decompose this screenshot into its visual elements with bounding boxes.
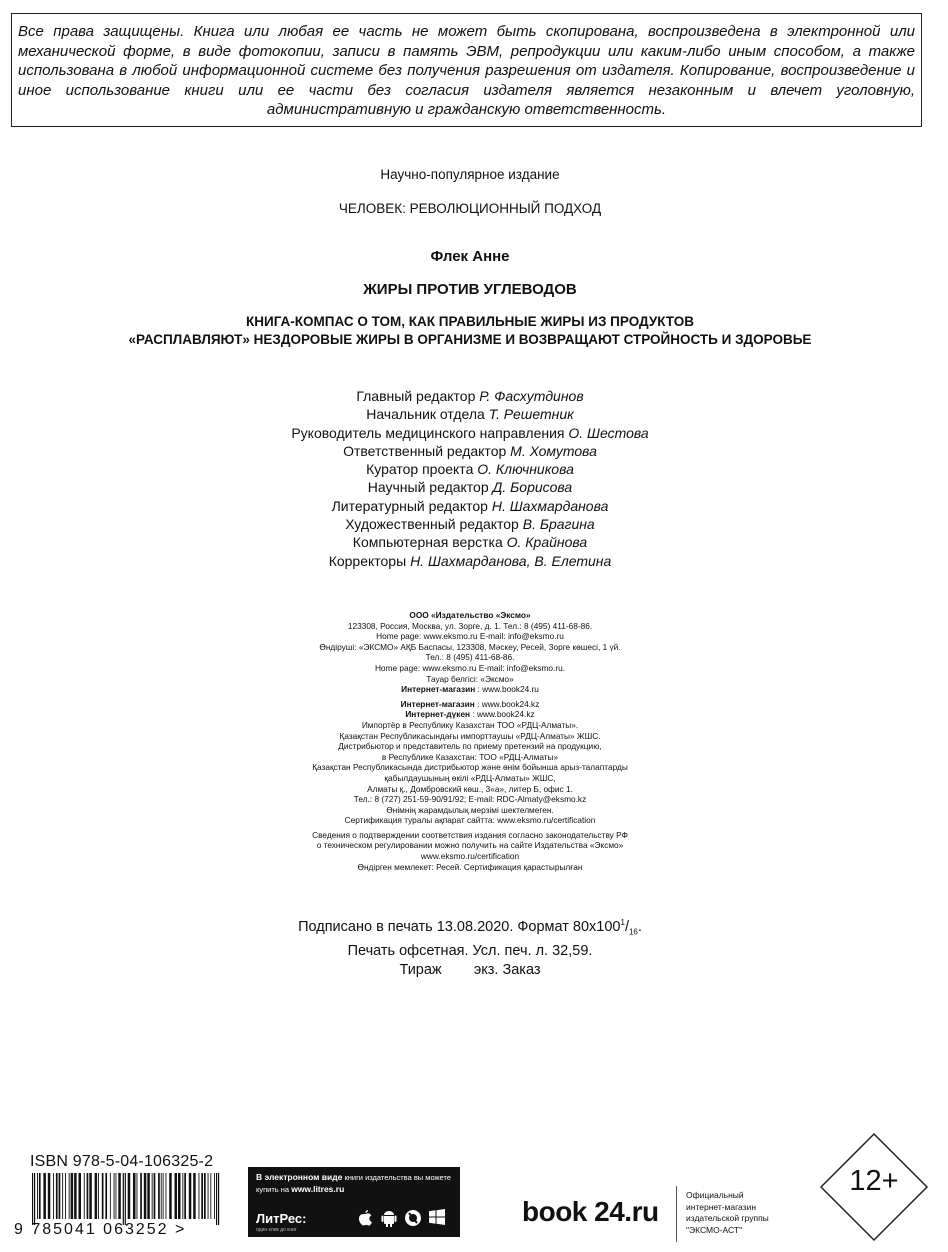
- kz-line: Өнімнің жарамдылық мерзімі шектелмеген.: [386, 804, 554, 815]
- kz-line: Дистрибьютор и представитель по приему претензий на продукцию,: [338, 741, 602, 752]
- printing-info: [0, 914, 940, 980]
- series-title: ЧЕЛОВЕК: РЕВОЛЮЦИОННЫЙ ПОДХОД: [338, 201, 602, 216]
- subtitle-line: «РАСПЛАВЛЯЮТ» НЕЗДОРОВЫЕ ЖИРЫ В ОРГАНИЗМЕ И ВОЗВРАЩАЮТ СТРОЙНОСТЬ И ЗДОРОВЬЕ: [128, 332, 812, 347]
- kz-line: в Республике Казахстан: ТОО «РДЦ-Алматы»: [381, 751, 559, 762]
- shop-kz-label: Интернет-магазин: [400, 698, 475, 709]
- cert-line: Сведения о подтверждении соответствия издания согласно законодательству РФ: [312, 829, 628, 840]
- credit-role: Руководитель медицинского направления: [291, 424, 565, 441]
- cert-line: www.eksmo.ru/certification: [420, 851, 520, 862]
- format-numerator: 1: [620, 918, 625, 927]
- litres-bold: В электронном виде: [256, 1172, 343, 1182]
- book24-desc-line: "ЭКСМО-АСТ": [686, 1224, 743, 1235]
- litres-line-1: [256, 1172, 452, 1184]
- isbn: ISBN 978-5-04-106325-2: [30, 1153, 214, 1170]
- credit-role: Художественный редактор: [345, 516, 519, 533]
- shop-kz-url: : www.book24.kz: [474, 698, 540, 709]
- printing-line-2: Печать офсетная. Усл. печ. л. 32,59.: [347, 943, 593, 960]
- credit-line: [0, 460, 940, 478]
- book24-description: [686, 1190, 769, 1236]
- credit-line: [0, 478, 940, 496]
- credit-line: [0, 387, 940, 405]
- credit-role: Компьютерная верстка: [352, 534, 503, 551]
- barcode-digits: 9 785041 063252 >: [14, 1221, 187, 1238]
- printing-format: Подписано в печать 13.08.2020. Формат 80x100: [298, 918, 621, 935]
- credit-role: Главный редактор: [356, 388, 476, 404]
- credit-name: Д. Борисова: [492, 479, 573, 496]
- publisher-kz-web: Home page: www.eksmo.ru E-mail: info@eksmo.ru.: [374, 662, 566, 673]
- credit-line: [0, 533, 940, 551]
- kz-line: Қазақстан Республикасында дистрибьютор және өнім бойынша арыз-талаптарды: [312, 762, 628, 773]
- credit-line: [0, 442, 940, 460]
- credit-name: В. Брагина: [522, 516, 595, 533]
- credit-role: Начальник отдела: [366, 406, 485, 423]
- kz-line: қабылдаушының өкілі «РДЦ-Алматы» ЖШС,: [384, 772, 556, 783]
- book24-desc-line: интернет-магазин: [686, 1201, 757, 1212]
- kz-line: Сертификация туралы ақпарат сайтта: www.eksmo.ru/certification: [344, 815, 596, 826]
- credit-role: Литературный редактор: [331, 497, 488, 514]
- publisher-address: 123308, Россия, Москва, ул. Зорге, д. 1. Тел.: 8 (495) 411-68-86.: [347, 620, 593, 631]
- kz-line: Тел.: 8 (727) 251-59-90/91/92; E-mail: RDC-Almaty@eksmo.kz: [353, 794, 587, 805]
- subtitle-line: КНИГА-КОМПАС О ТОМ, КАК ПРАВИЛЬНЫЕ ЖИРЫ ИЗ ПРОДУКТОВ: [246, 314, 694, 329]
- android-icon: [380, 1209, 398, 1227]
- age-rating-label: 12+: [849, 1165, 899, 1197]
- litres-tagline: один клик до книг: [256, 1227, 297, 1233]
- credit-line: [0, 424, 940, 442]
- credit-role: Корректоры: [328, 552, 407, 569]
- author: Флек Анне: [430, 248, 510, 265]
- credit-line: [0, 552, 940, 570]
- book24-desc-line: Официальный: [686, 1190, 744, 1200]
- divider: [676, 1186, 677, 1242]
- book-subtitle: [0, 313, 940, 349]
- litres-url: www.litres.ru: [291, 1183, 345, 1194]
- printing-line-3: Тираж экз. Заказ: [399, 961, 541, 978]
- apple-icon: [356, 1209, 374, 1227]
- litres-line-2: [256, 1184, 452, 1196]
- copyright-notice: Все права защищены. Книга или любая ее часть не может быть скопирована, воспроизведена в электронной или механической форме, в виде фотокопии, записи в память ЭВМ, репродукции или каким-либо иным способом, а также использована в любой информационной системе без получения разрешения от издателя. Копирование, воспроизведение и иное использование книги или ее части без согласия издателя является незаконным и влечет уголовную, административную и гражданскую ответственность.: [11, 13, 922, 127]
- age-rating-badge: [819, 1132, 929, 1242]
- litres-text: книги издательства вы можете: [342, 1173, 451, 1182]
- credits-list: [0, 387, 940, 570]
- publisher-kz-phone: Тел.: 8 (495) 411-68-86.: [425, 652, 515, 663]
- credit-role: Научный редактор: [367, 479, 489, 496]
- credit-name: Н. Шахмарданова: [491, 497, 609, 514]
- credit-line: [0, 515, 940, 533]
- kz-line: Алматы қ., Домбровский көш., 3«а», литер Б, офис 1.: [367, 783, 573, 794]
- format-denominator: 16: [628, 927, 638, 937]
- genre: Научно-популярное издание: [380, 167, 560, 182]
- credit-name: О. Ключникова: [477, 461, 574, 478]
- kz-line: Импортёр в Республику Казахстан ТОО «РДЦ-Алматы».: [361, 719, 579, 730]
- publisher-web: Home page: www.eksmo.ru E-mail: info@eksmo.ru: [376, 631, 564, 642]
- windows-icon: [428, 1209, 446, 1227]
- litres-banner: [248, 1167, 460, 1237]
- credit-name: Р. Фасхутдинов: [479, 388, 584, 404]
- platform-icons: [356, 1209, 446, 1227]
- book24-desc-line: издательской группы: [686, 1213, 769, 1223]
- printing-line-1: Подписано в печать 13.08.2020. Формат $80x100^1/_{16}$.: [298, 918, 642, 937]
- shop-kz2-label: Интернет-дүкен: [405, 709, 471, 720]
- credit-name: Т. Решетник: [488, 406, 574, 423]
- publisher-name: ООО «Издательство «Эксмо»: [409, 610, 531, 620]
- book24-logo: book 24.ru: [522, 1196, 659, 1227]
- credit-line: [0, 405, 940, 423]
- credit-role: Ответственный редактор: [343, 442, 507, 459]
- shop-line: [0, 684, 940, 695]
- credit-name: О. Шестова: [568, 424, 649, 441]
- cert-line: о техническом регулировании можно получить на сайте Издательства «Эксмо»: [316, 840, 624, 851]
- credit-name: М. Хомутова: [510, 442, 597, 459]
- blackberry-icon: [404, 1209, 422, 1227]
- shop-url: : www.book24.ru: [475, 684, 539, 695]
- credit-name: О. Крайнова: [506, 534, 588, 551]
- credit-role: Куратор проекта: [366, 461, 474, 478]
- publisher-trademark: Тауар белгісі: «Эксмо»: [426, 673, 514, 684]
- credit-line: [0, 497, 940, 515]
- litres-logo: ЛитРес:: [256, 1211, 307, 1226]
- shop-label: Интернет-магазин: [401, 684, 476, 695]
- cert-line: Өндірген мемлекет: Ресей. Сертификация қарастырылған: [357, 861, 583, 872]
- kz-line: Қазақстан Республикасындағы импорттаушы «РДЦ-Алматы» ЖШС.: [339, 730, 601, 741]
- publisher-info: [0, 610, 940, 872]
- credit-name: Н. Шахмарданова, В. Елетина: [410, 552, 612, 569]
- shop-kz2-line: [0, 709, 940, 720]
- shop-kz2-url: : www.book24.kz: [470, 709, 535, 720]
- litres-text: купить на: [256, 1184, 292, 1194]
- book-title: ЖИРЫ ПРОТИВ УГЛЕВОДОВ: [363, 281, 577, 298]
- publisher-kz-maker: Өндіруші: «ЭКСМО» АҚБ Баспасы, 123308, Мәскеу, Ресей, Зорге көшесі, 1 үй.: [319, 641, 621, 652]
- barcode-image: [30, 1173, 220, 1225]
- shop-kz-line: [0, 699, 940, 710]
